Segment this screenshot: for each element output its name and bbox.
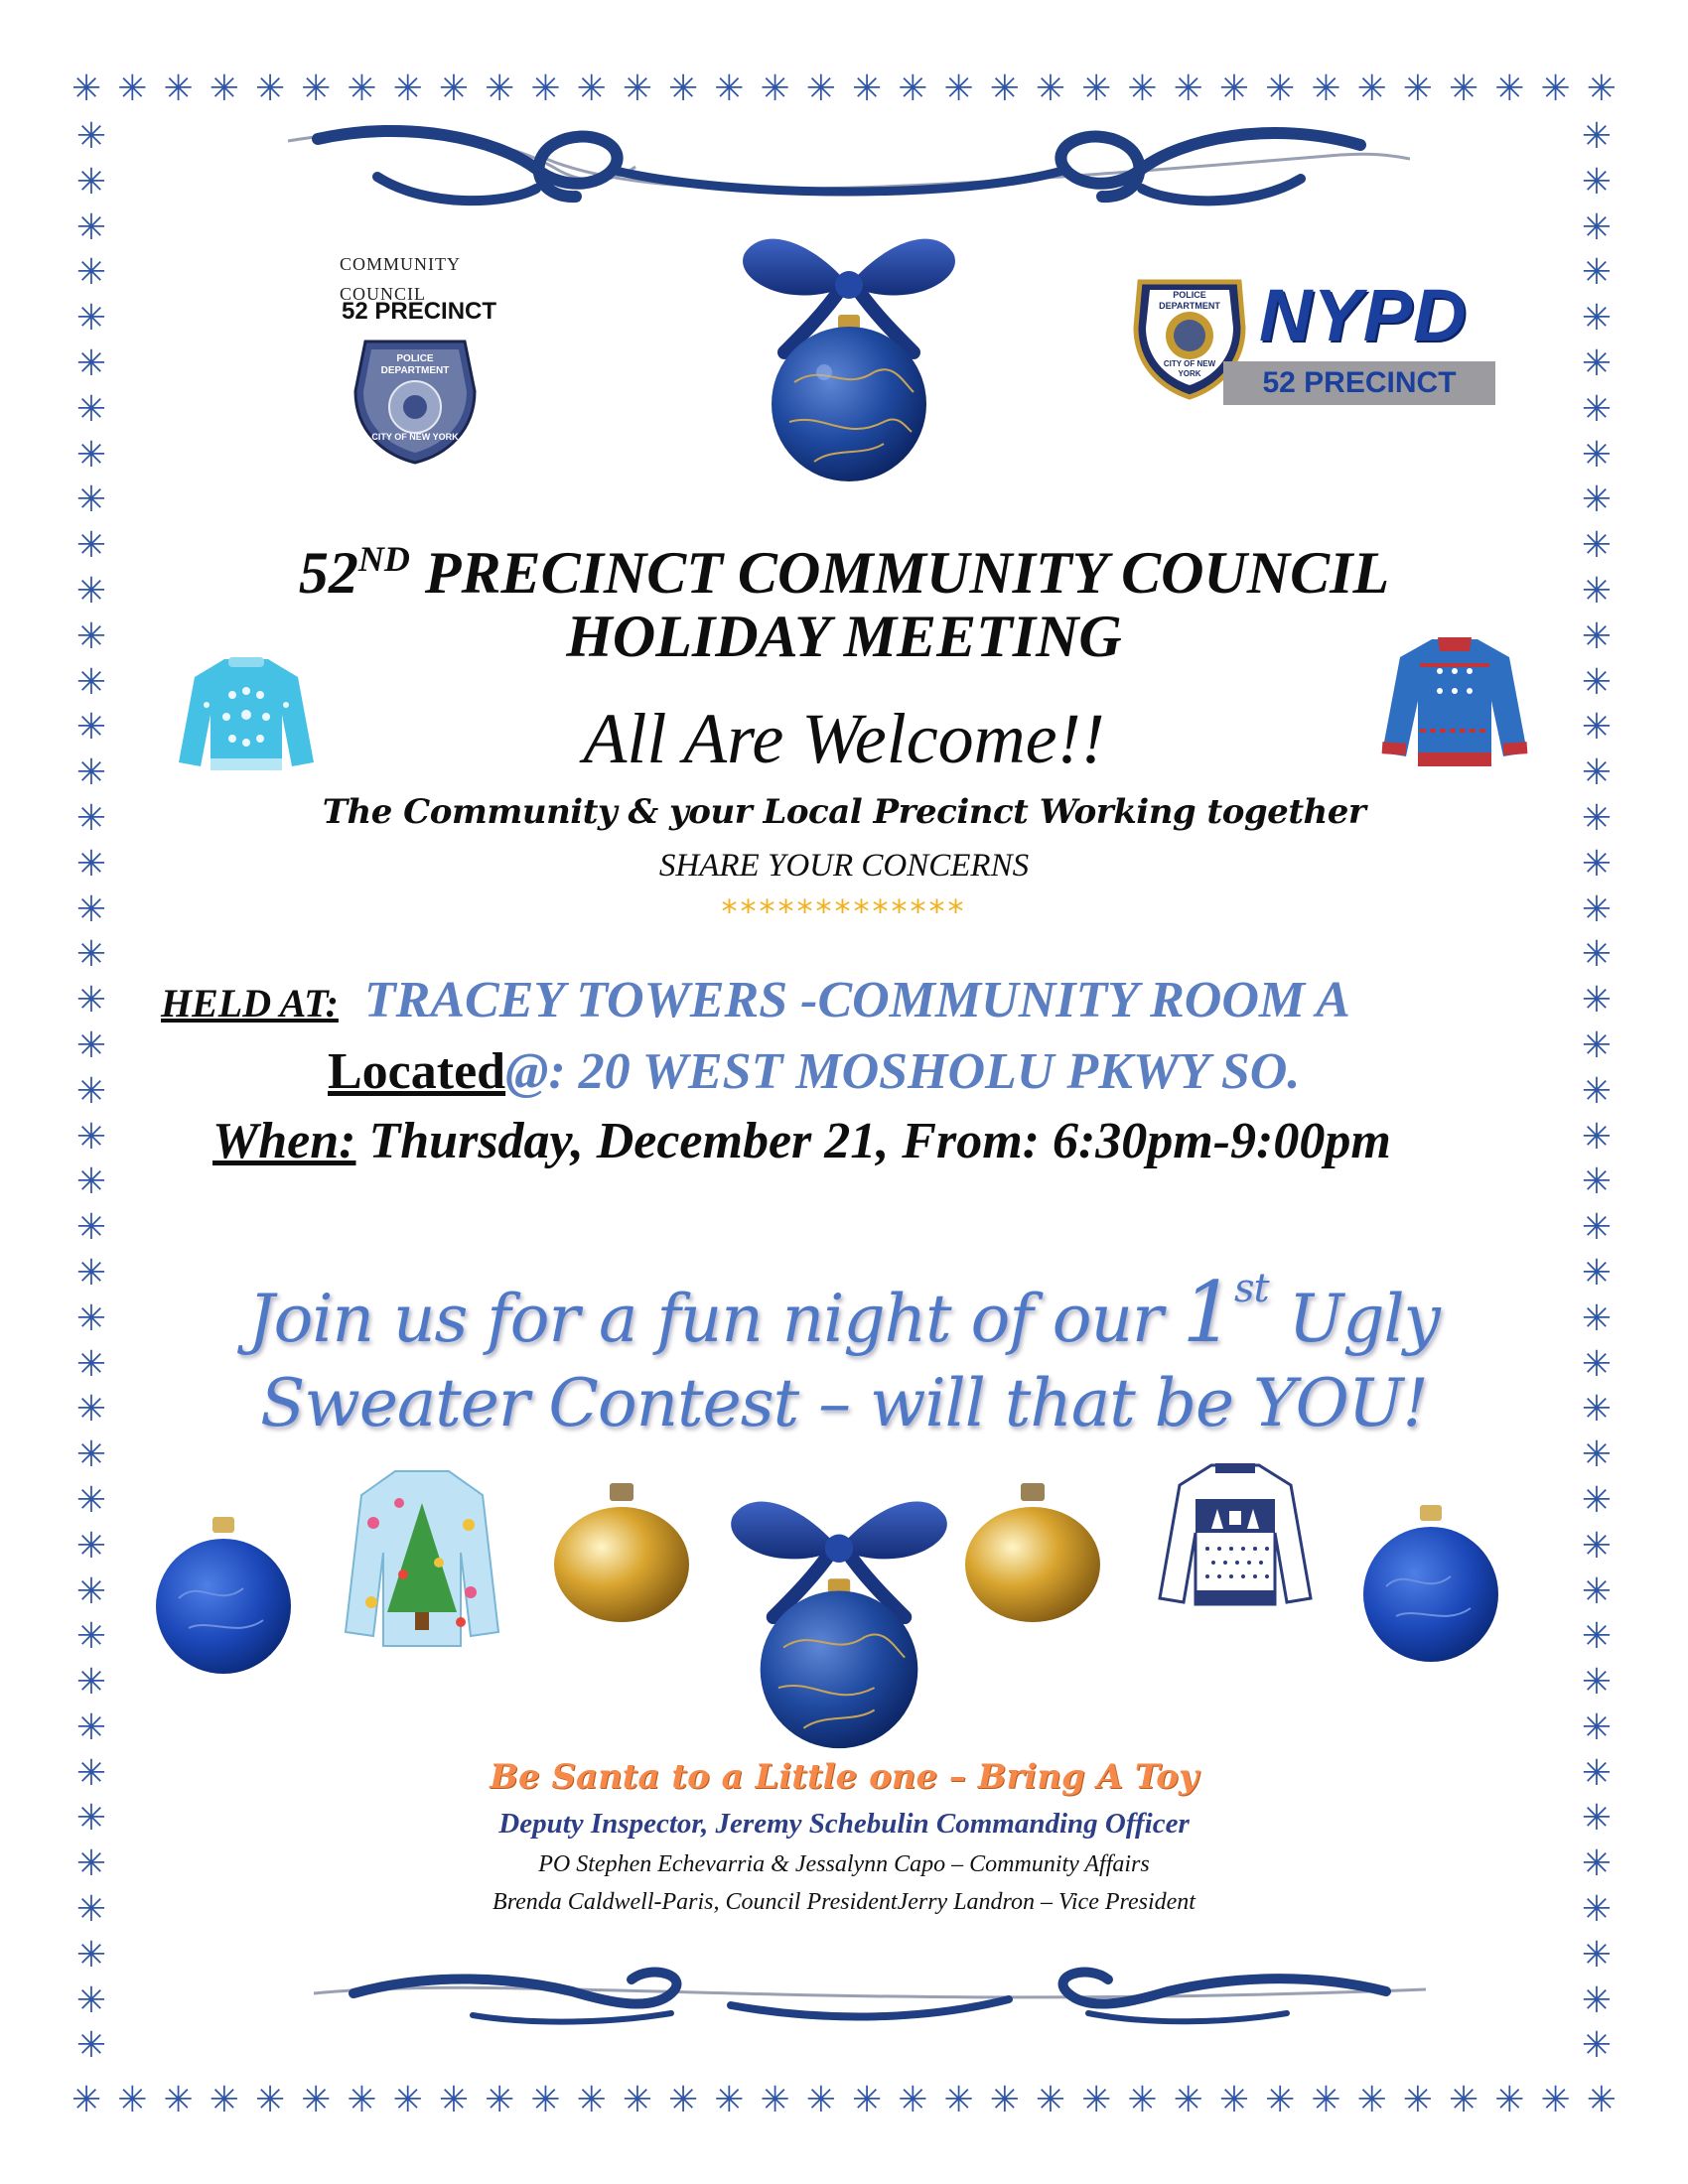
snowflake-icon: ✳ (1449, 2080, 1479, 2120)
snowflake-icon: ✳ (943, 2080, 974, 2120)
promo-line-2: Sweater Contest – will that be YOU! (260, 1365, 1428, 1441)
snowflake-icon: ✳ (75, 1389, 107, 1431)
snowflake-icon: ✳ (75, 843, 107, 885)
when-value: Thursday, December 21, From: 6:30pm-9:00pm (355, 1113, 1391, 1169)
snowflake-icon: ✳ (75, 479, 107, 521)
light-blue-sweater-icon (177, 655, 316, 774)
right-precinct-bar: 52 PRECINCT (1223, 361, 1495, 405)
snowflake-icon: ✳ (75, 752, 107, 794)
snowflake-icon: ✳ (1311, 2080, 1341, 2120)
right-badge-top-text: POLICE DEPARTMENT (1159, 290, 1220, 311)
snowflake-icon: ✳ (714, 68, 745, 109)
snowflake-icon: ✳ (1581, 1024, 1613, 1066)
snowflake-icon: ✳ (485, 2080, 515, 2120)
snowflake-icon: ✳ (1173, 2080, 1203, 2120)
community-affairs-text: PO Stephen Echevarria & Jessalynn Capo – Community Affairs (538, 1851, 1150, 1877)
snowflake-icon: ✳ (1581, 1889, 1613, 1931)
snowflake-icon: ✳ (75, 934, 107, 976)
snowflake-icon: ✳ (75, 1070, 107, 1112)
snowflake-icon: ✳ (75, 1706, 107, 1748)
when-line (212, 1112, 1391, 1171)
snowflake-icon: ✳ (75, 1662, 107, 1704)
snowflake-icon: ✳ (1581, 1161, 1613, 1203)
snowflake-icon: ✳ (1173, 68, 1203, 109)
snowflake-icon: ✳ (71, 2080, 102, 2120)
snowflake-icon: ✳ (1581, 525, 1613, 567)
snowflake-icon: ✳ (1581, 843, 1613, 885)
snowflake-icon: ✳ (1581, 615, 1613, 657)
bow-ornament-icon (723, 1483, 955, 1761)
snowflake-icon: ✳ (75, 1752, 107, 1794)
snowflake-icon: ✳ (75, 252, 107, 294)
snowflake-icon: ✳ (1581, 1479, 1613, 1521)
snowflake-icon: ✳ (1581, 1570, 1613, 1612)
snowflake-icon: ✳ (1581, 206, 1613, 248)
snowflake-icon: ✳ (1581, 661, 1613, 703)
snowflake-icon: ✳ (1311, 68, 1341, 109)
snowflake-icon: ✳ (117, 68, 148, 109)
snowflake-icon: ✳ (75, 615, 107, 657)
snowflake-icon: ✳ (75, 661, 107, 703)
promo-after: Ugly (1268, 1281, 1440, 1357)
snowflake-icon: ✳ (1265, 2080, 1296, 2120)
snowflake-icon: ✳ (1540, 2080, 1571, 2120)
promo-ordinal: st (1233, 1266, 1269, 1311)
snowflake-border-right (1577, 116, 1617, 2067)
promo-number: 1 (1182, 1264, 1234, 1361)
snowflake-icon: ✳ (668, 2080, 699, 2120)
snowflake-icon: ✳ (1265, 68, 1296, 109)
snowflake-icon: ✳ (347, 68, 377, 109)
snowflake-icon: ✳ (1494, 2080, 1525, 2120)
bring-a-toy-text: Be Santa to a Little one – Bring A Toy (490, 1757, 1198, 1797)
snowflake-icon: ✳ (163, 68, 194, 109)
snowflake-icon: ✳ (1581, 570, 1613, 612)
snowflake-icon: ✳ (75, 797, 107, 839)
snowflake-icon: ✳ (438, 2080, 470, 2120)
bow-ornament-icon (735, 223, 963, 491)
snowflake-icon: ✳ (1581, 161, 1613, 203)
snowflake-icon: ✳ (75, 434, 107, 476)
snowflake-icon: ✳ (622, 2080, 652, 2120)
reindeer-sweater-icon (1156, 1459, 1315, 1608)
blue-red-sweater-icon (1380, 631, 1529, 772)
snowflake-icon: ✳ (1581, 752, 1613, 794)
snowflake-icon: ✳ (209, 2080, 239, 2120)
snowflake-icon: ✳ (1402, 2080, 1433, 2120)
snowflake-icon: ✳ (1581, 2025, 1613, 2067)
page-title (179, 524, 1509, 608)
snowflake-icon: ✳ (209, 68, 239, 109)
snowflake-icon: ✳ (1581, 888, 1613, 930)
snowflake-icon: ✳ (1035, 68, 1066, 109)
tree-sweater-icon (344, 1463, 500, 1652)
snowflake-icon: ✳ (438, 68, 470, 109)
welcome-text: All Are Welcome!! (583, 699, 1105, 778)
snowflake-icon: ✳ (1586, 68, 1617, 109)
snowflake-icon: ✳ (485, 68, 515, 109)
snowflake-icon: ✳ (75, 388, 107, 430)
tagline-text: The Community & your Local Precinct Working together (322, 792, 1366, 832)
snowflake-icon: ✳ (75, 1525, 107, 1567)
snowflake-icon: ✳ (1540, 68, 1571, 109)
title-ordinal: ND (357, 539, 410, 579)
snowflake-icon: ✳ (1581, 1843, 1613, 1885)
top-ribbon-flourish (288, 119, 1410, 228)
snowflake-icon: ✳ (1581, 116, 1613, 157)
commanding-officer-text: Deputy Inspector, Jeremy Schebulin Commanding Officer (498, 1808, 1190, 1840)
snowflake-icon: ✳ (1581, 1252, 1613, 1294)
snowflake-icon: ✳ (1581, 1343, 1613, 1385)
snowflake-icon: ✳ (898, 2080, 928, 2120)
left-badge-bottom-text: CITY OF NEW YORK (371, 432, 459, 442)
snowflake-icon: ✳ (75, 980, 107, 1022)
snowflake-icon: ✳ (1356, 2080, 1387, 2120)
blue-ornament-icon (149, 1509, 298, 1678)
snowflake-icon: ✳ (1581, 934, 1613, 976)
snowflake-icon: ✳ (760, 2080, 790, 2120)
snowflake-icon: ✳ (1581, 1979, 1613, 2021)
snowflake-icon: ✳ (1581, 980, 1613, 1022)
snowflake-icon: ✳ (1494, 68, 1525, 109)
snowflake-icon: ✳ (805, 68, 836, 109)
snowflake-border-bottom (71, 2081, 1617, 2120)
snowflake-icon: ✳ (805, 2080, 836, 2120)
snowflake-icon: ✳ (75, 1024, 107, 1066)
snowflake-icon: ✳ (1081, 2080, 1112, 2120)
snowflake-icon: ✳ (254, 68, 286, 109)
snowflake-icon: ✳ (1449, 68, 1479, 109)
snowflake-icon: ✳ (668, 68, 699, 109)
snowflake-icon: ✳ (1581, 298, 1613, 340)
snowflake-icon: ✳ (622, 68, 652, 109)
snowflake-icon: ✳ (1035, 2080, 1066, 2120)
snowflake-icon: ✳ (1581, 1525, 1613, 1567)
page-subtitle: HOLIDAY MEETING (566, 604, 1122, 669)
promo-before: Join us for a fun night of our (248, 1281, 1183, 1357)
snowflake-icon: ✳ (1581, 1752, 1613, 1794)
snowflake-icon: ✳ (1581, 479, 1613, 521)
when-label: When: (212, 1113, 356, 1169)
snowflake-icon: ✳ (1581, 434, 1613, 476)
blue-ornament-icon (1356, 1497, 1505, 1666)
snowflake-icon: ✳ (1581, 388, 1613, 430)
snowflake-icon: ✳ (576, 68, 607, 109)
community-council-text: COMMUNITY COUNCIL (340, 254, 461, 304)
snowflake-icon: ✳ (75, 1479, 107, 1521)
snowflake-icon: ✳ (1581, 1297, 1613, 1339)
held-at-label: HELD AT: (161, 981, 339, 1025)
snowflake-icon: ✳ (1356, 68, 1387, 109)
police-badge-icon (348, 332, 483, 467)
left-badge-top-text: POLICE DEPARTMENT (380, 353, 450, 376)
snowflake-icon: ✳ (1581, 1070, 1613, 1112)
snowflake-icon: ✳ (75, 2025, 107, 2067)
snowflake-icon: ✳ (75, 1889, 107, 1931)
located-value: @: 20 WEST MOSHOLU PKWY SO. (505, 1043, 1301, 1100)
snowflake-icon: ✳ (530, 68, 561, 109)
nypd-wordmark: NYPD (1259, 274, 1468, 356)
snowflake-icon: ✳ (75, 707, 107, 749)
snowflake-icon: ✳ (898, 68, 928, 109)
snowflake-icon: ✳ (301, 2080, 332, 2120)
snowflake-icon: ✳ (75, 525, 107, 567)
promo-line-1 (199, 1243, 1489, 1365)
community-council-logo (334, 250, 502, 469)
snowflake-border-left (71, 116, 111, 2067)
title-number: 52 (298, 540, 358, 606)
snowflake-icon: ✳ (75, 206, 107, 248)
held-at-value: TRACEY TOWERS -COMMUNITY ROOM A (363, 972, 1350, 1028)
snowflake-icon: ✳ (75, 1616, 107, 1658)
share-concerns-text: SHARE YOUR CONCERNS (658, 848, 1030, 884)
snowflake-icon: ✳ (75, 570, 107, 612)
left-precinct-text: 52 PRECINCT (342, 298, 497, 325)
snowflake-border-top (71, 69, 1617, 109)
gold-ornament-icon (552, 1477, 691, 1626)
snowflake-icon: ✳ (1581, 1434, 1613, 1476)
snowflake-icon: ✳ (75, 888, 107, 930)
snowflake-icon: ✳ (943, 68, 974, 109)
snowflake-icon: ✳ (75, 1434, 107, 1476)
snowflake-icon: ✳ (254, 2080, 286, 2120)
located-label: Located (328, 1043, 506, 1100)
snowflake-icon: ✳ (75, 161, 107, 203)
snowflake-icon: ✳ (1581, 1616, 1613, 1658)
snowflake-icon: ✳ (75, 1207, 107, 1249)
snowflake-icon: ✳ (75, 1161, 107, 1203)
star-divider: ************* (721, 892, 967, 930)
snowflake-icon: ✳ (1581, 1706, 1613, 1748)
snowflake-icon: ✳ (989, 68, 1020, 109)
gold-ornament-icon (963, 1477, 1102, 1626)
snowflake-icon: ✳ (1127, 2080, 1158, 2120)
snowflake-icon: ✳ (71, 68, 102, 109)
snowflake-icon: ✳ (1581, 1798, 1613, 1840)
snowflake-icon: ✳ (163, 2080, 194, 2120)
located-line (328, 1042, 1300, 1114)
snowflake-icon: ✳ (989, 2080, 1020, 2120)
snowflake-icon: ✳ (75, 1570, 107, 1612)
snowflake-icon: ✳ (117, 2080, 148, 2120)
snowflake-icon: ✳ (1581, 1662, 1613, 1704)
snowflake-icon: ✳ (347, 2080, 377, 2120)
snowflake-icon: ✳ (1581, 252, 1613, 294)
snowflake-icon: ✳ (75, 1116, 107, 1158)
snowflake-icon: ✳ (1581, 1207, 1613, 1249)
council-officers-text: Brenda Caldwell-Paris, Council PresidentJerry Landron – Vice President (492, 1889, 1196, 1915)
snowflake-icon: ✳ (1581, 342, 1613, 384)
snowflake-icon: ✳ (1581, 1934, 1613, 1976)
snowflake-icon: ✳ (851, 68, 883, 109)
snowflake-icon: ✳ (392, 68, 423, 109)
snowflake-icon: ✳ (75, 342, 107, 384)
snowflake-icon: ✳ (1581, 707, 1613, 749)
snowflake-icon: ✳ (576, 2080, 607, 2120)
snowflake-icon: ✳ (75, 1979, 107, 2021)
snowflake-icon: ✳ (301, 68, 332, 109)
snowflake-icon: ✳ (1218, 68, 1250, 109)
snowflake-icon: ✳ (760, 68, 790, 109)
snowflake-icon: ✳ (1127, 68, 1158, 109)
snowflake-icon: ✳ (530, 2080, 561, 2120)
snowflake-icon: ✳ (1581, 797, 1613, 839)
snowflake-icon: ✳ (714, 2080, 745, 2120)
snowflake-icon: ✳ (75, 1297, 107, 1339)
snowflake-icon: ✳ (75, 1934, 107, 1976)
nypd-logo (1130, 268, 1507, 407)
snowflake-icon: ✳ (75, 1343, 107, 1385)
snowflake-icon: ✳ (1402, 68, 1433, 109)
held-at-line (161, 971, 1350, 1042)
snowflake-icon: ✳ (1081, 68, 1112, 109)
snowflake-icon: ✳ (75, 1843, 107, 1885)
right-badge-bottom-text: CITY OF NEW YORK (1163, 359, 1216, 378)
bottom-ribbon-flourish (314, 1954, 1426, 2033)
snowflake-icon: ✳ (1581, 1389, 1613, 1431)
title-rest: PRECINCT COMMUNITY COUNCIL (409, 540, 1390, 606)
snowflake-icon: ✳ (1586, 2080, 1617, 2120)
snowflake-icon: ✳ (392, 2080, 423, 2120)
snowflake-icon: ✳ (851, 2080, 883, 2120)
snowflake-icon: ✳ (1218, 2080, 1250, 2120)
snowflake-icon: ✳ (1581, 1116, 1613, 1158)
snowflake-icon: ✳ (75, 116, 107, 157)
snowflake-icon: ✳ (75, 298, 107, 340)
snowflake-icon: ✳ (75, 1798, 107, 1840)
snowflake-icon: ✳ (75, 1252, 107, 1294)
